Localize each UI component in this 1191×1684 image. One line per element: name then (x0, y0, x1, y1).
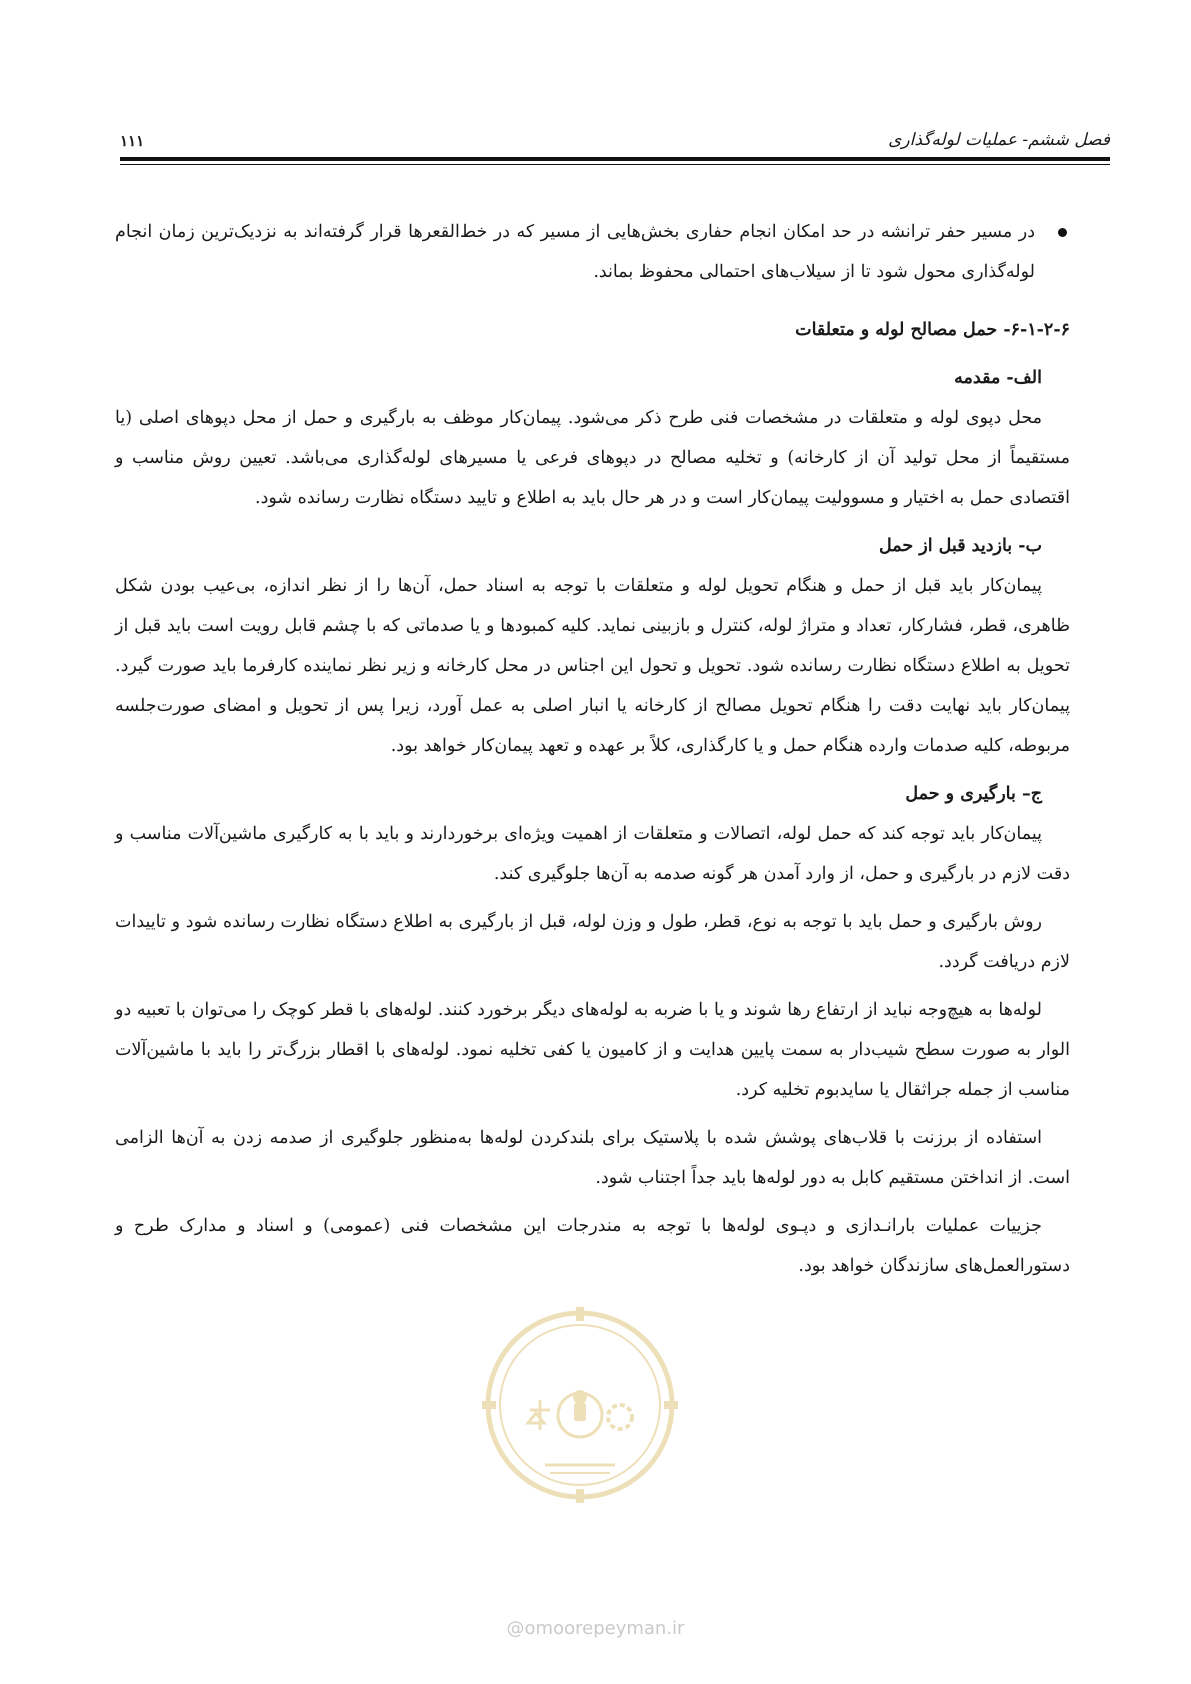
paragraph-loading-4: استفاده از برزنت با قلاب‌های پوشش شده با پلاستیک برای بلندکردن لوله‌ها به‌منظور جلوگیری از صدمه زدن به آن‌ها الزامی است. از انداختن مستقیم کابل به دور لوله‌ها باید جداً اجتناب شود. (115, 1128, 1070, 1188)
bullet-dot-icon (1058, 228, 1067, 237)
paragraph-loading-1: پیمان‌کار باید توجه کند که حمل لوله، اتصالات و متعلقات از اهمیت ویژه‌ای برخوردارند و باید با به کارگیری ماشین‌آلات مناسب و دقت لازم در بارگیری و حمل، از وارد آمدن هر گونه صدمه به آن‌ها جلوگیری کند. (115, 824, 1070, 884)
paragraph-inspection: پیمان‌کار باید قبل از حمل و هنگام تحویل لوله و متعلقات با توجه به اسناد حمل، آن‌ها را از نظر اندازه، بی‌عیب بودن شکل ظاهری، قطر، فشارکار، تعداد و متراژ لوله، کنترل و بازبینی نماید. کلیه کمبودها و یا صدماتی که با چشم قابل رویت است باید قبل از تحویل به اطلاع دستگاه نظارت رسانده شود. تحویل و تحول این اجناس در محل کارخانه و زیر نظر نماینده کارفرما باید صورت گیرد. پیمان‌کار باید نهایت دقت را هنگام تحویل مصالح از کارخانه یا انبار اصلی به عمل آورد، زیرا پس از تحویل و امضای صورت‌جلسه مربوطه، کلیه صدمات وارده هنگام حمل و یا کارگذاری، کلاً بر عهده و تعهد پیمان‌کار خواهد بود. (115, 576, 1070, 756)
paragraph-loading-2: روش بارگیری و حمل باید با توجه به نوع، قطر، طول و وزن لوله، قبل از بارگیری به اطلاع دستگاه نظارت رسانده شود و تاییدات لازم دریافت گردد. (115, 912, 1070, 972)
bullet-text: در مسیر حفر ترانشه در حد امکان انجام حفاری بخش‌هایی از مسیر که در خط‌القعرها قرار گرفته‌اند به نزدیک‌ترین زمان انجام لوله‌گذاری محول شود تا از سیلاب‌های احتمالی محفوظ بماند. (115, 222, 1035, 282)
page-content (115, 212, 1070, 1286)
chapter-title: فصل ششم- عملیات لوله‌گذاری (888, 130, 1110, 150)
page-number: ۱۱۱ (120, 132, 145, 150)
section-heading: ۶-۱-۲-۶- حمل مصالح لوله و متعلقات (795, 320, 1070, 340)
subsection-heading-intro: الف- مقدمه (954, 368, 1042, 388)
subsection-heading-loading: ج– بارگیری و حمل (905, 784, 1042, 804)
header-rule-thin (120, 164, 1110, 165)
seal-logo-watermark (480, 1305, 680, 1505)
paragraph-intro: محل دپوی لوله و متعلقات در مشخصات فنی طرح ذکر می‌شود. پیمان‌کار موظف به بارگیری و حمل از محل دپوهای اصلی (یا مستقیماً از محل تولید آن از کارخانه) و تخلیه مصالح در دپوهای فرعی یا مسیرهای لوله‌گذاری می‌باشد. تعیین روش مناسب و اقتصادی حمل به اختیار و مسوولیت پیمان‌کار است و در هر حال باید به اطلاع و تایید دستگاه نظارت رسانده شود. (115, 408, 1070, 508)
header-rule-thick (120, 157, 1110, 161)
paragraph-loading-5: جزییات عملیات بارانـدازی و دپـوی لوله‌ها با توجه به مندرجات این مشخصات فنی (عمومی) و اسناد و مدارک طرح و دستورالعمل‌های سازندگان خواهد بود. (115, 1216, 1070, 1276)
paragraph-loading-3: لوله‌ها به هیچ‌وجه نباید از ارتفاع رها شوند و یا با ضربه به لوله‌های دیگر برخورد کنند. لوله‌های با قطر کوچک را می‌توان با تعبیه دو الوار به صورت سطح شیب‌دار به سمت پایین هدایت و از کامیون یا کفی تخلیه نمود. لوله‌های با اقطار بزرگ‌تر را باید با ماشین‌آلات مناسب از جمله جراثقال یا سایدبوم تخلیه کرد. (115, 1000, 1070, 1100)
bullet-item (115, 212, 1070, 292)
footer-website: @omoorepeyman.ir (506, 1618, 685, 1639)
subsection-heading-inspection: ب- بازدید قبل از حمل (878, 536, 1042, 556)
page-header (120, 130, 1110, 170)
